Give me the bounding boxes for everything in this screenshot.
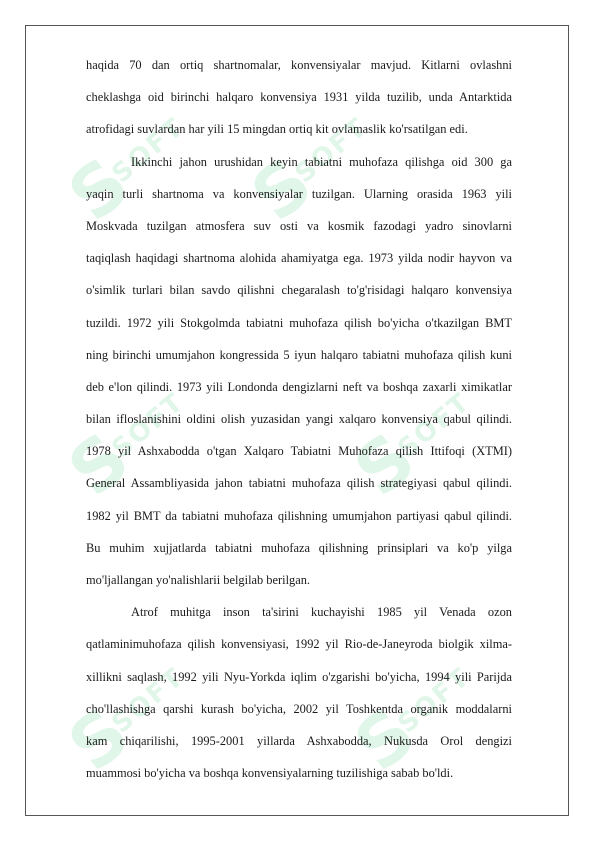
- document-body: [86, 53, 512, 793]
- text-line: deb e'lon qilindi. 1973 yili Londonda dengizlarni neft va boshqa zaxarli ximikatlar: [86, 379, 512, 394]
- text-line: Atrof muhitga inson ta'sirini kuchayishi 1985 yil Venada ozon: [131, 605, 512, 620]
- watermark-logo: S SOFT: [339, 387, 477, 513]
- watermark-logo: S SOFT: [53, 112, 191, 238]
- paragraph: [86, 150, 512, 601]
- watermark-logo: S SOFT: [53, 387, 191, 513]
- watermark-logo: S SOFT: [53, 662, 191, 788]
- watermark-logo: S SOFT: [236, 112, 374, 238]
- paragraph: [86, 600, 512, 793]
- text-line: bilan ifloslanishini oldini olish yuzasidan yangi xalqaro konvensiya qabul qilindi.: [86, 412, 512, 427]
- text-line: atrofidagi suvlardan har yili 15 mingdan ortiq kit ovlamaslik ko'rsatilgan edi.: [86, 122, 468, 137]
- text-line: kam chiqarilishi, 1995-2001 yillarda Ashxabodda, Nukusda Orol dengizi: [86, 733, 512, 748]
- text-line: Moskvada tuzilgan atmosfera suv osti va kosmik fazodagi yadro sinovlarni: [86, 218, 512, 233]
- watermark-logo: S SOFT: [339, 662, 477, 788]
- text-line: Bu muhim xujjatlarda tabiatni muhofaza qilishning prinsiplari va ko'p yilga: [86, 540, 512, 555]
- text-line: taqiqlash haqidagi shartnoma alohida ahamiyatga ega. 1973 yilda nodir hayvon va: [86, 251, 512, 266]
- text-line: o'simlik turlari bilan savdo qilishni chegaralash to'g'risidagi halqaro konvensiya: [86, 283, 512, 298]
- text-line: mo'ljallangan yo'nalishlarii belgilab berilgan.: [86, 573, 310, 587]
- text-line: haqida 70 dan ortiq shartnomalar, konvensiyalar mavjud. Kitlarni ovlashni: [86, 58, 512, 72]
- text-line: muammosi bo'yicha va boshqa konvensiyalarning tuzilishiga sabab bo'ldi.: [86, 766, 454, 781]
- text-line: 1982 yil BMT da tabiatni muhofaza qilishning umumjahon partiyasi qabul qilindi.: [86, 508, 512, 523]
- text-line: xillikni saqlash, 1992 yili Nyu-Yorkda iqlim o'zgarishi bo'yicha, 1994 yili Parijda: [86, 669, 512, 684]
- text-line: tuzildi. 1972 yili Stokgolmda tabiatni muhofaza qilish bo'yicha o'tkazilgan BMT: [86, 315, 512, 330]
- text-line: cheklashga oid birinchi halqaro konvensiya 1931 yilda tuzilib, unda Antarktida: [86, 90, 512, 105]
- text-line: yaqin turli shartnoma va konvensiyalar tuzilgan. Ularning orasida 1963 yili: [86, 186, 512, 201]
- text-line: qatlaminimuhofaza qilish konvensiyasi, 1992 yil Rio-de-Janeyroda biolgik xilma-: [86, 637, 512, 652]
- text-line: Ikkinchi jahon urushidan keyin tabiatni muhofaza qilishga oid 300 ga: [131, 154, 512, 169]
- text-line: General Assambliyasida jahon tabiatni muhofaza qilish strategiyasi qabul qilindi.: [86, 476, 512, 491]
- text-line: cho'llashishga qarshi kurash bo'yicha, 2002 yil Toshkentda organik moddalarni: [86, 701, 512, 716]
- paragraph: [86, 53, 512, 150]
- text-line: 1978 yil Ashxabodda o'tgan Xalqaro Tabiatni Muhofaza qilish Ittifoqi (XTMI): [86, 444, 512, 459]
- text-line: ning birinchi umumjahon kongressida 5 iyun halqaro tabiatni muhofaza qilish kuni: [86, 347, 512, 362]
